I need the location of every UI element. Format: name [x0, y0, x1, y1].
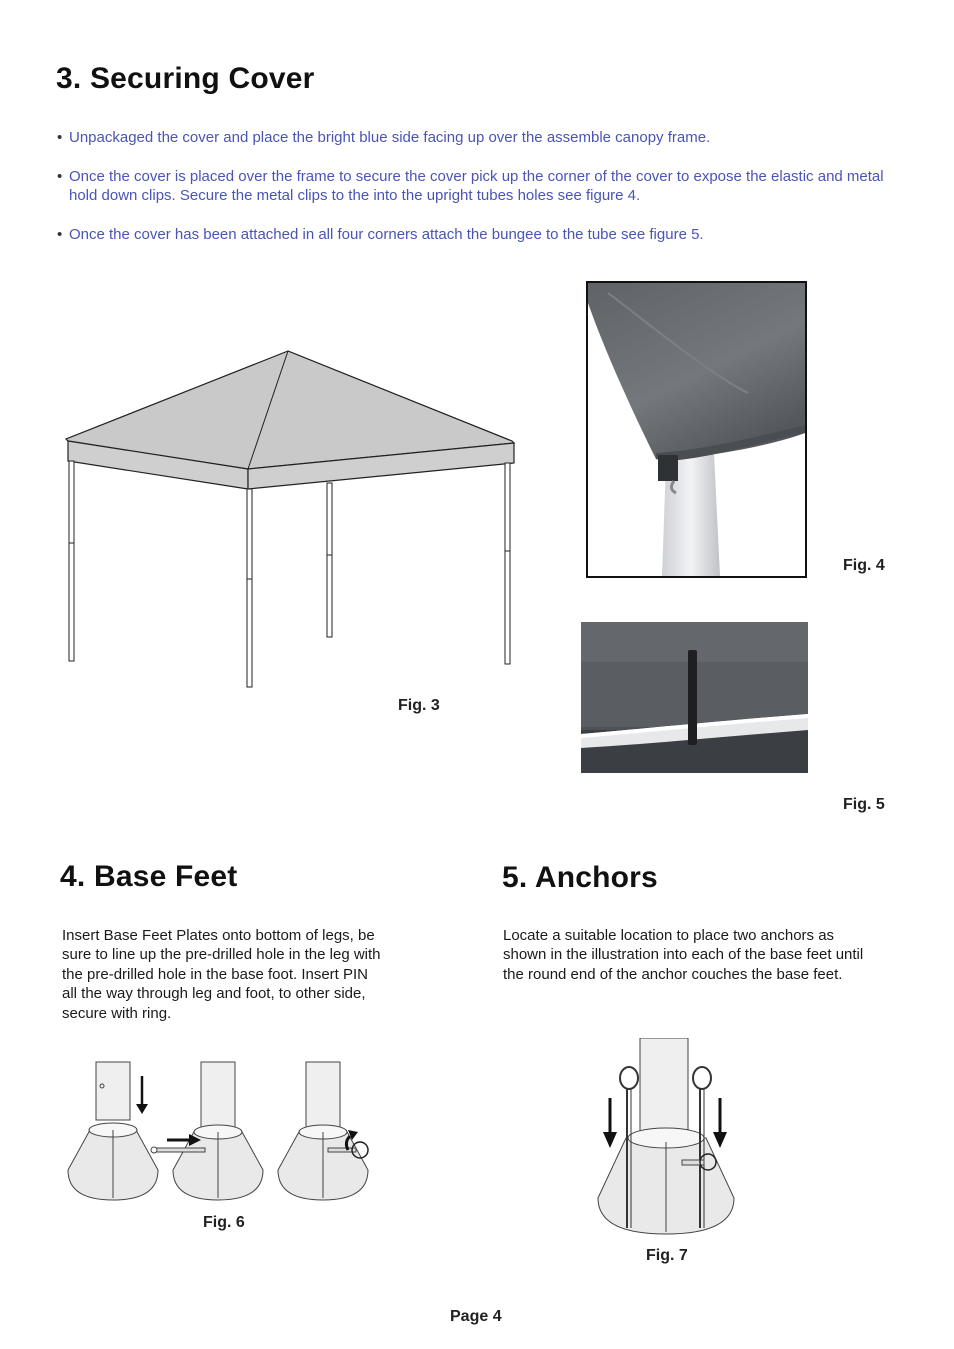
bullet-item	[57, 128, 897, 147]
fig-4-caption: Fig. 4	[843, 557, 885, 574]
bullet-dot: •	[57, 129, 63, 146]
section-5-text: Locate a suitable location to place two anchors as shown in the illustration into each of the base feet until the round end of the anchor couches the base feet.	[503, 927, 864, 983]
anchor-illustration	[596, 1038, 736, 1238]
fig-5-caption: Fig. 5	[843, 796, 885, 813]
bullet-text: Once the cover has been attached in all four corners attach the bungee to the tube see figure 5.	[69, 226, 704, 243]
section-3-title: 3. Securing Cover	[56, 62, 315, 95]
bullet-text: Once the cover is placed over the frame to secure the cover pick up the corner of the cover to expose the elastic and metal hold down clips. Secure the metal clips to the into the upright tubes holes see figure 4.	[69, 168, 884, 204]
bullet-item	[57, 225, 897, 244]
bullet-text: Unpackaged the cover and place the bright blue side facing up over the assemble canopy frame.	[69, 129, 711, 146]
bullet-item	[57, 167, 897, 205]
section-4-text: Insert Base Feet Plates onto bottom of legs, be sure to line up the pre-drilled hole in the leg with the pre-drilled hole in the base foot. Insert PIN all the way through leg and foot, to other side, secure with ring.	[62, 927, 381, 1022]
corner-clip-photo	[586, 281, 807, 578]
canopy-illustration	[60, 345, 520, 695]
section-3-bullet-list	[57, 128, 897, 264]
section-5-title: 5. Anchors	[502, 861, 658, 894]
fig-3-caption: Fig. 3	[398, 697, 440, 714]
page-number: Page 4	[450, 1308, 502, 1325]
bullet-dot: •	[57, 168, 63, 185]
section-4-title: 4. Base Feet	[60, 860, 238, 893]
fig-6-caption: Fig. 6	[203, 1214, 245, 1231]
base-feet-illustration	[62, 1060, 382, 1205]
bungee-photo	[581, 622, 808, 773]
bullet-dot: •	[57, 226, 63, 243]
fig-7-caption: Fig. 7	[646, 1247, 688, 1264]
